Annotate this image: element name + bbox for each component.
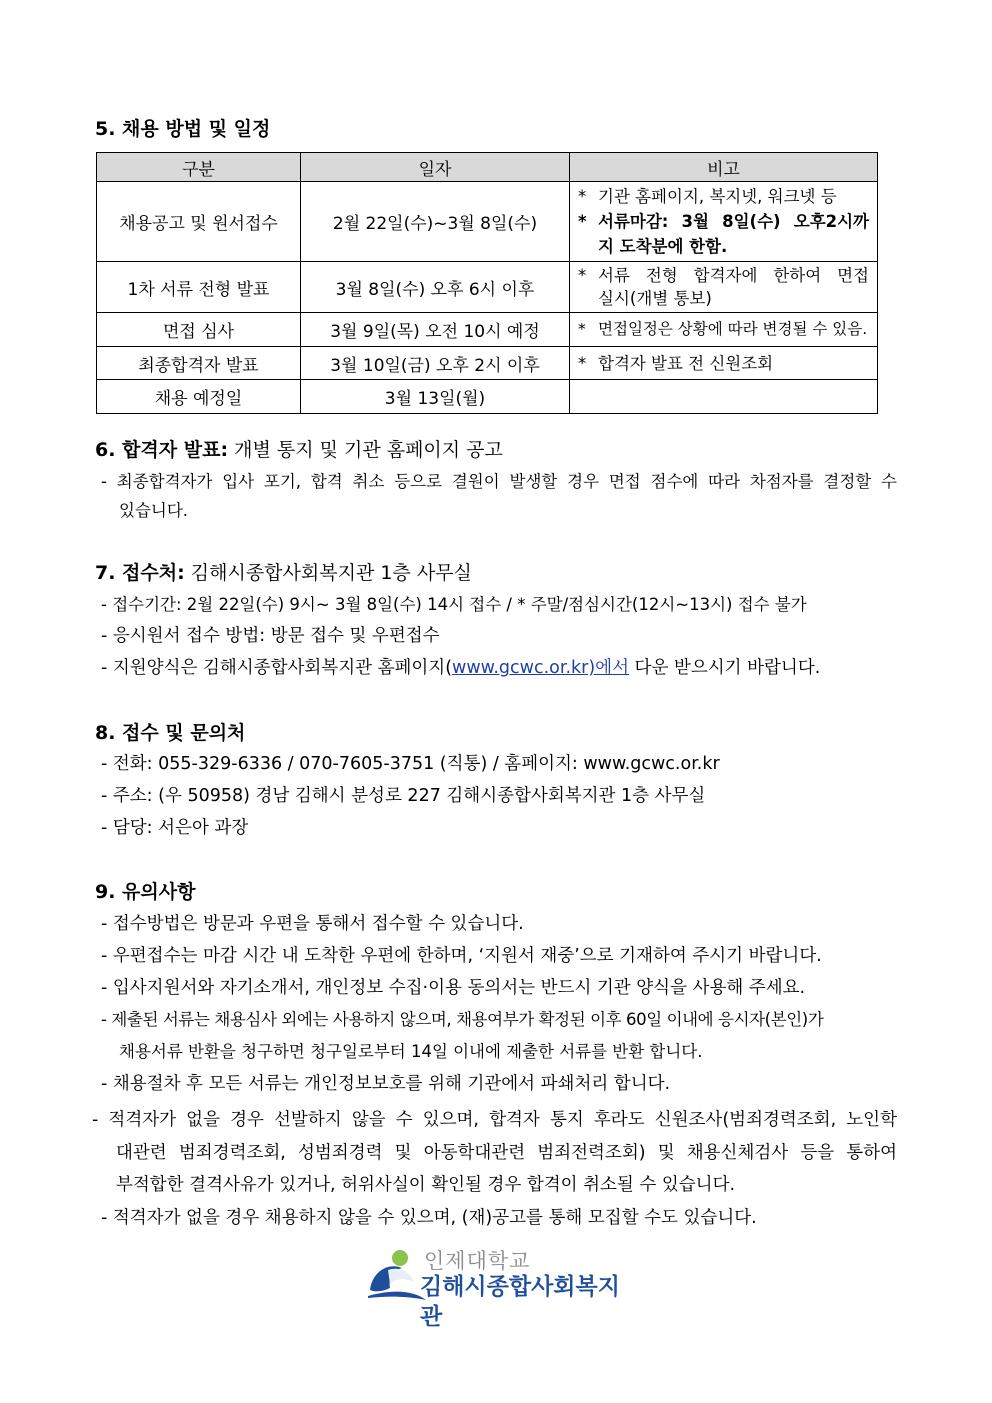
note-text: 면접일정은 상황에 따라 변경될 수 있음.	[598, 320, 868, 338]
row-date: 3월 13일(월)	[301, 380, 570, 414]
row-date: 3월 10일(금) 오후 2시 이후	[301, 347, 570, 380]
notice-item: - 입사지원서와 자기소개서, 개인정보 수집·이용 동의서는 반드시 기관 양식을 사용해 주세요.	[101, 978, 806, 998]
row-category: 채용 예정일	[97, 380, 301, 414]
section-5-title: 5. 채용 방법 및 일정	[95, 118, 271, 140]
row-category: 채용공고 및 원서접수	[97, 182, 301, 262]
row-date: 2월 22일(수)~3월 8일(수)	[301, 182, 570, 262]
section-7-method: - 응시원서 접수 방법: 방문 접수 및 우편접수	[101, 626, 440, 646]
institution-logo	[366, 1248, 636, 1330]
notice-item-continued: 대관련 범죄경력조회, 성범죄경력 및 아동학대관련 범죄전력조회) 및 채용신체검사 등을 통하여	[116, 1143, 897, 1163]
table-row	[97, 313, 878, 347]
notice-item-continued: 부적합한 결격사유가 있거나, 허위사실이 확인될 경우 합격이 취소될 수 있습니다.	[116, 1175, 736, 1195]
note-text: 기관 홈페이지, 복지넷, 워크넷 등	[598, 187, 837, 206]
header-note: 비고	[570, 153, 878, 182]
section-8-contact: - 담당: 서은아 과장	[101, 818, 249, 838]
homepage-link[interactable]: www.gcwc.or.kr)에서	[452, 658, 629, 678]
header-date: 일자	[301, 153, 570, 182]
row-category: 1차 서류 전형 발표	[97, 262, 301, 313]
notice-item: - 적격자가 없을 경우 선발하지 않을 수 있으며, 합격자 통지 후라도 신원조사(범죄경력조회, 노인학	[92, 1110, 897, 1130]
section-6-line-2: 있습니다.	[119, 501, 189, 520]
header-category: 구분	[97, 153, 301, 182]
table-row	[97, 182, 878, 262]
section-7-period: - 접수기간: 2월 22일(수) 9시~ 3월 8일(수) 14시 접수 / * 주말/점심시간(12시~13시) 접수 불가	[101, 595, 807, 614]
note-text: 서류마감: 3월 8일(수) 오후2시까	[598, 212, 869, 231]
notice-item-continued: 채용서류 반환을 청구하면 청구일로부터 14일 이내에 제출한 서류를 반환 합니다.	[119, 1042, 703, 1061]
schedule-table	[96, 152, 878, 414]
row-note	[570, 380, 878, 414]
section-8-address: - 주소: (우 50958) 경남 김해시 분성로 227 김해시종합사회복지관 1층 사무실	[101, 786, 706, 806]
note-text: 서류 전형 합격자에 한하여 면접	[598, 266, 869, 285]
table-row	[97, 347, 878, 380]
table-header-row	[97, 153, 878, 182]
section-8-title: 8. 접수 및 문의처	[95, 722, 246, 744]
note-text: 지 도착분에 한함.	[598, 237, 728, 256]
row-note	[570, 313, 878, 347]
star-mark: *	[578, 212, 587, 231]
star-mark: *	[578, 353, 587, 373]
row-note	[570, 182, 878, 262]
table-row	[97, 380, 878, 414]
notice-item: - 채용절차 후 모든 서류는 개인정보보호를 위해 기관에서 파쇄처리 합니다.	[101, 1074, 671, 1094]
note-text: 실시(개별 통보)	[598, 289, 712, 308]
section-7-title: 7. 접수처: 김해시종합사회복지관 1층 사무실	[95, 562, 472, 584]
section-9-title: 9. 유의사항	[95, 881, 196, 903]
notice-item: - 제출된 서류는 채용심사 외에는 사용하지 않으며, 채용여부가 확정된 이후 60일 이내에 응시자(본인)가	[101, 1010, 824, 1029]
row-date: 3월 8일(수) 오후 6시 이후	[301, 262, 570, 313]
notice-item: - 접수방법은 방문과 우편을 통해서 접수할 수 있습니다.	[101, 914, 524, 934]
star-mark: *	[578, 266, 587, 285]
note-text: 합격자 발표 전 신원조회	[598, 353, 774, 373]
section-7-form: - 지원양식은 김해시종합사회복지관 홈페이지(www.gcwc.or.kr)에서 다운 받으시기 바랍니다.	[101, 658, 821, 678]
logo-line-2: 김해시종합사회복지관	[420, 1274, 620, 1330]
star-mark: *	[578, 320, 586, 338]
row-note	[570, 262, 878, 313]
table-row	[97, 262, 878, 313]
row-category: 최종합격자 발표	[97, 347, 301, 380]
notice-item: - 우편접수는 마감 시간 내 도착한 우편에 한하며, ‘지원서 재중’으로 기재하여 주시기 바랍니다.	[101, 946, 822, 966]
section-6-title: 6. 합격자 발표: 개별 통지 및 기관 홈페이지 공고	[95, 439, 503, 461]
notice-item: - 적격자가 없을 경우 채용하지 않을 수 있으며, (재)공고를 통해 모집할 수도 있습니다.	[101, 1208, 757, 1228]
section-8-phone: - 전화: 055-329-6336 / 070-7605-3751 (직통) / 홈페이지: www.gcwc.or.kr	[101, 754, 720, 774]
logo-line-1: 인제대학교	[424, 1249, 531, 1273]
row-date: 3월 9일(목) 오전 10시 예정	[301, 313, 570, 347]
row-category: 면접 심사	[97, 313, 301, 347]
section-6-line-1: - 최종합격자가 입사 포기, 합격 취소 등으로 결원이 발생할 경우 면접 점수에 따라 차점자를 결정할 수	[101, 472, 897, 491]
star-mark: *	[578, 187, 587, 206]
row-note	[570, 347, 878, 380]
